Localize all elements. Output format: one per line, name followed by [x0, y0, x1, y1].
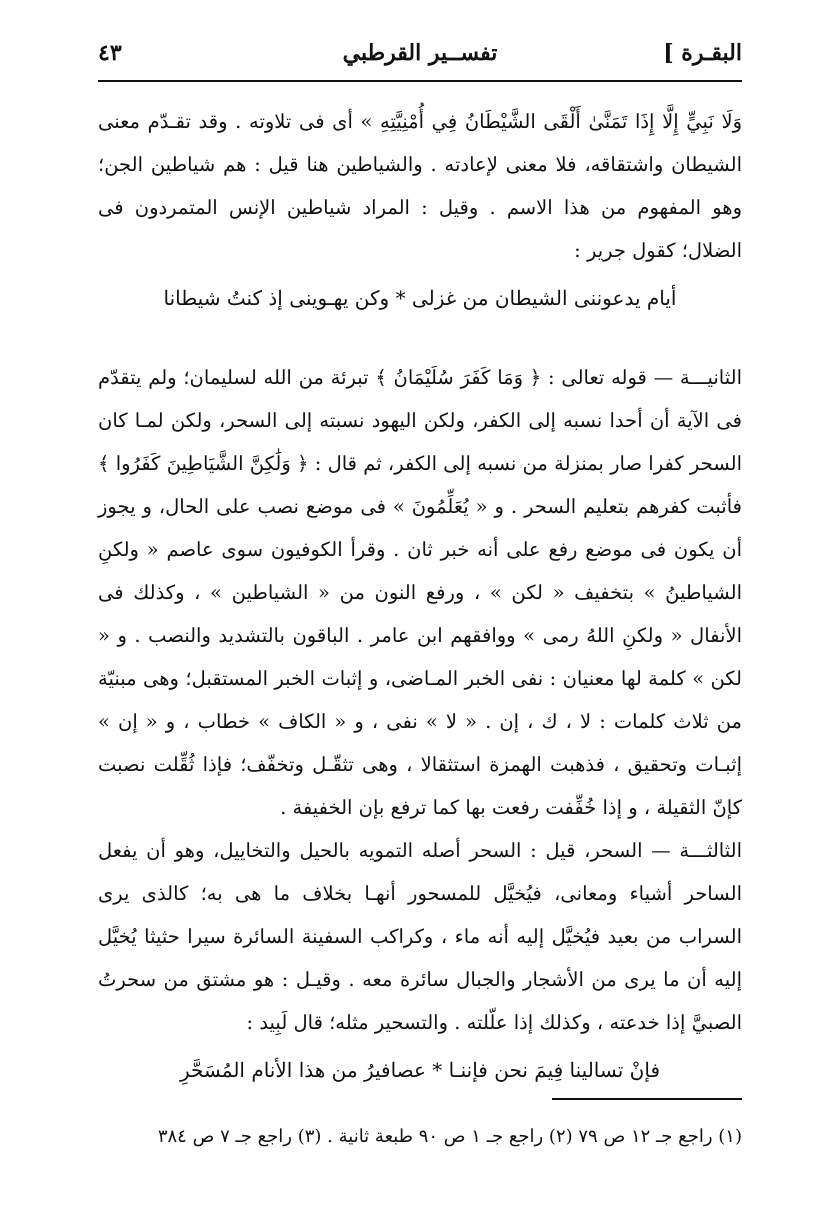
page-header: [98, 34, 742, 76]
paragraph-3: الثالثـــة — السحر، قيل : السحر أصله التمويه بالحيل والتخاييل، وهو أن يفعل الساحر أشياء ومعانى، فيُخيَّل للمسحور أنهـا بخلاف ما هى به؛ كالذى يرى السراب من بعيد فيُخيَّل إليه أنه ماء ، وكراكب السفينة السائرة سيرا حثيثا يُخيَّل إليه أن ما يرى من الأشجار والجبال سائرة معه . وقيـل : هو مشتق من سحرتُ الصبيَّ إذا خدعته ، وكذلك إذا علّلته . والتسحير مثله؛ قال لَبِيد :: [98, 839, 742, 1034]
surah-name: البقـرة ]: [663, 40, 742, 66]
poetry-verse-1: أيام يدعوننى الشيطان من غزلى * وكن يهـوينى إذ كنتُ شيطانا: [163, 286, 677, 310]
book-title: تفســير القرطبي: [342, 40, 498, 66]
footnotes: (١) راجع جـ ١٢ ص ٧٩ (٢) راجع جـ ١ ص ٩٠ طبعة ثانية . (٣) راجع جـ ٧ ص ٣٨٤: [157, 1126, 742, 1147]
main-text: [98, 100, 742, 1094]
paragraph-2: الثانيـــة — قوله تعالى : ﴿ وَمَا كَفَرَ سُلَيْمَانُ ﴾ تبرئة من الله لسليمان؛ ولم يتقدّم فى الآية أن أحدا نسبه إلى الكفر، ولكن اليهود نسبته إلى السحر، ولكن لمـا كان السحر كفرا صار بمنزلة من نسبه إلى الكفر، ثم قال : ﴿ وَلَٰكِنَّ الشَّيَاطِينَ كَفَرُوا ﴾ فأثبت كفرهم بتعليم السحر . و « يُعَلِّمُونَ » فى موضع نصب على الحال، و يجوز أن يكون فى موضع رفع على أنه خبر ثان . وقرأ الكوفيون سوى عاصم « ولكنِ الشياطينُ » بتخفيف « لكن » ، ورفع النون من « الشياطين » ، وكذلك فى الأنفال « ولكنِ اللهُ رمى » ووافقهم ابن عامر . الباقون بالتشديد والنصب . و « لكن » كلمة لها معنيان : نفى الخبر المـاضى، و إثبات الخبر المستقبل؛ وهى مبنيّة من ثلاث كلمات : لا ، ك ، إن . « لا » نفى ، و « الكاف » خطاب ، و « إن » إثبـات وتحقيق ، فذهبت الهمزة استثقالا ، وهى تثقّـل وتخفّف؛ فإذا ثُقِّلت نصبت كإنّ الثقيلة ، و إذا خُفِّفت رفعت بها كما ترفع بإن الخفيفة .: [98, 366, 742, 819]
page-number: ٤٣: [98, 40, 122, 66]
footnote-divider: [552, 1098, 742, 1100]
header-divider: [98, 80, 742, 82]
poetry-verse-2: فإنْ تسالينا فِيمَ نحن فإننـا * عصافيرُ من هذا الأنام المُسَحَّرِ: [179, 1058, 661, 1082]
paragraph-1: وَلَا نَبِيٍّ إِلَّا إِذَا تَمَنَّىٰ أَلْقَى الشَّيْطَانُ فِي أُمْنِيَّتِهِ » أى فى تلاوته . وقد تقـدّم معنى الشيطان واشتقاقه، فلا معنى لإعادته . والشياطين هنا قيل : هم شياطين الجن؛ وهو المفهوم من هذا الاسم . وقيل : المراد شياطين الإنس المتمردون فى الضلال؛ كقول جرير :: [98, 110, 742, 262]
